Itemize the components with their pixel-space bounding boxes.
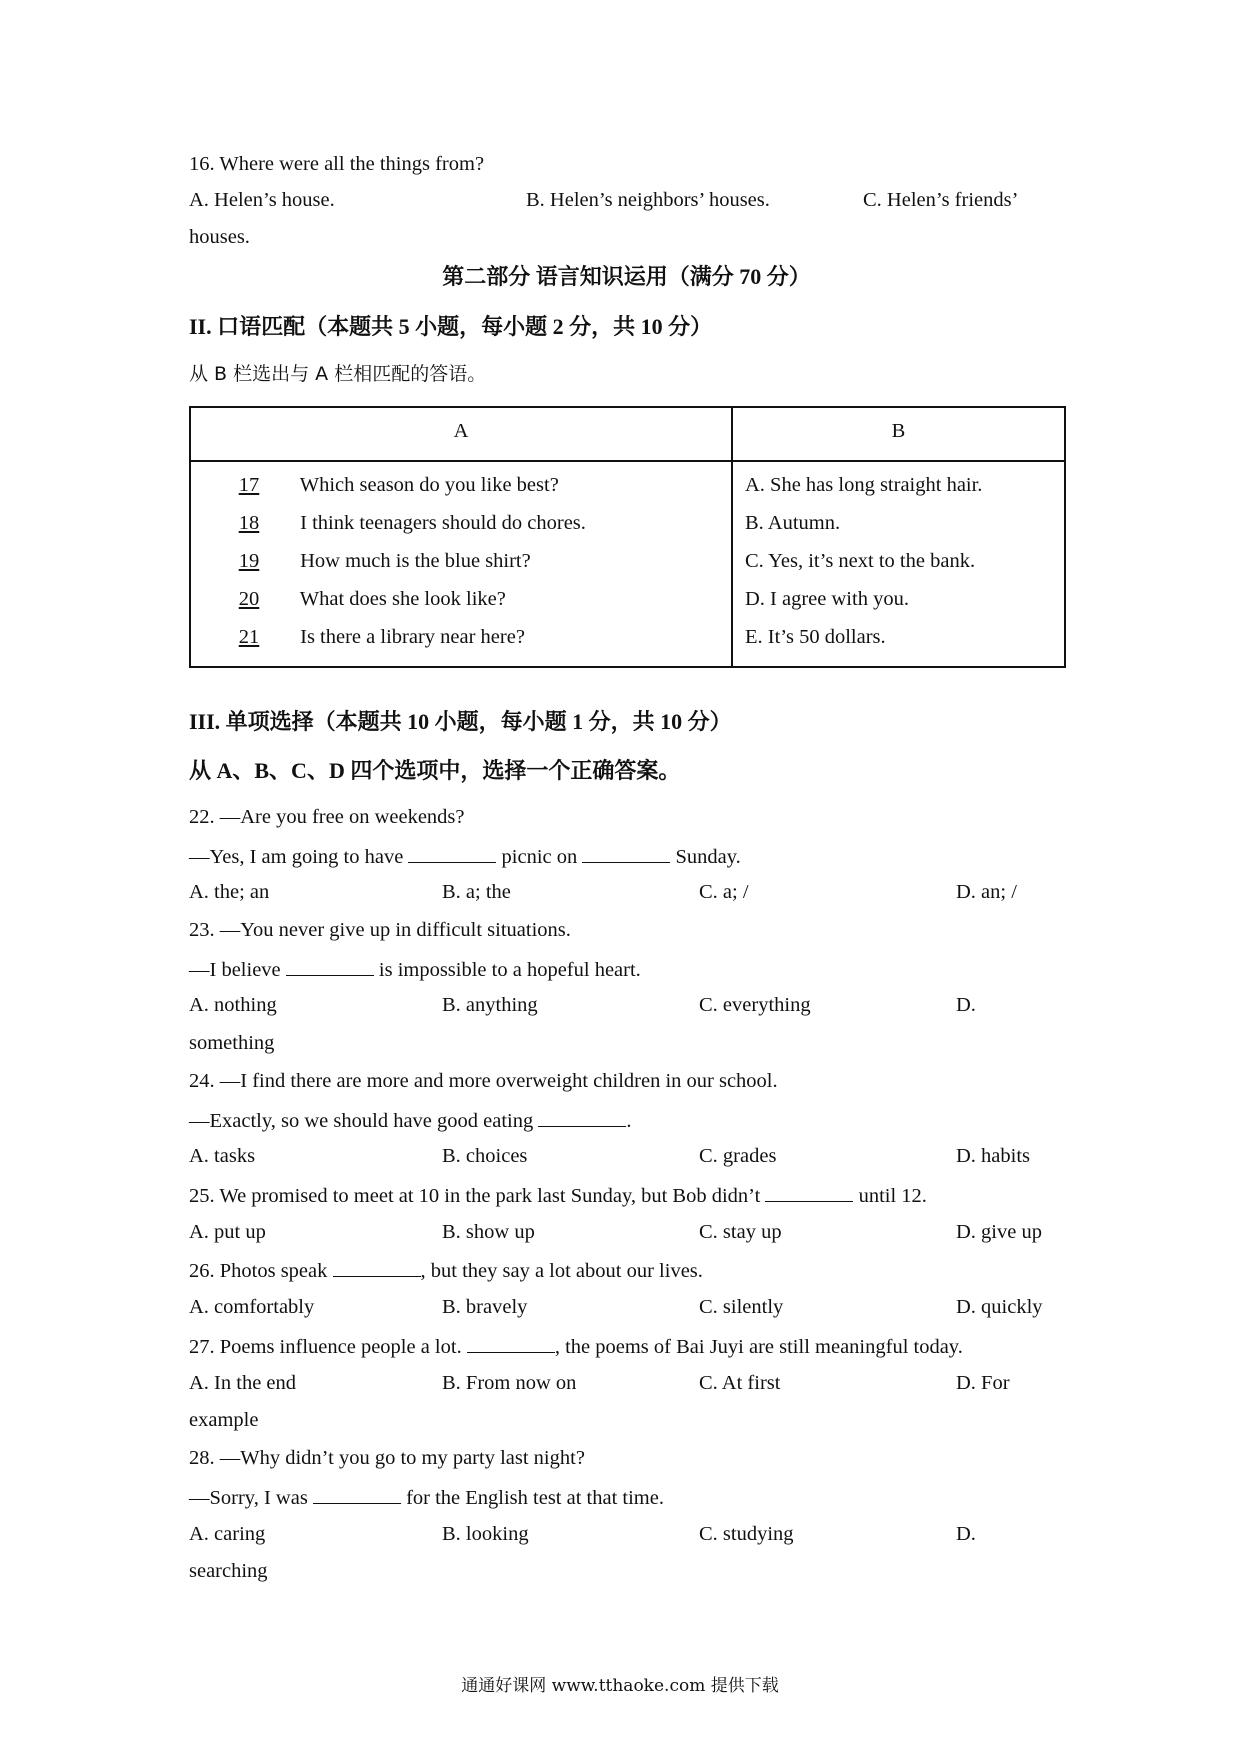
q27-blank[interactable] — [467, 1332, 555, 1353]
q27-option-c[interactable]: C. At first — [699, 1372, 781, 1394]
q22-option-c[interactable]: C. a; / — [699, 881, 749, 903]
q23-options — [189, 992, 1064, 1018]
matching-question-text: What does she look like? — [299, 588, 506, 610]
matching-question-text: How much is the blue shirt? — [300, 550, 531, 572]
q22-text-part: picnic on — [496, 846, 583, 868]
q28-option-b[interactable]: B. looking — [442, 1523, 529, 1545]
q24-options — [189, 1143, 1064, 1169]
matching-question-text: Which season do you like best? — [299, 474, 559, 496]
section-three-title: III. 单项选择（本题共 10 小题，每小题 1 分，共 10 分） — [189, 709, 732, 734]
q23-option-d-wrap: something — [189, 1032, 275, 1054]
q28-option-d[interactable]: D. — [956, 1523, 976, 1545]
q25-text-part: until 12. — [853, 1185, 927, 1207]
q27-options — [189, 1370, 1064, 1396]
page-footer: 通通好课网 www.tthaoke.com 提供下载 — [461, 1676, 779, 1696]
q24-stem: 24. —I find there are more and more overweight children in our school. — [189, 1070, 778, 1092]
q25-option-c[interactable]: C. stay up — [699, 1221, 782, 1243]
q23-option-c[interactable]: C. everything — [699, 994, 811, 1016]
q26-text-part: , but they say a lot about our lives. — [420, 1260, 703, 1282]
q24-option-d[interactable]: D. habits — [956, 1145, 1031, 1167]
q27-stem — [189, 1332, 963, 1360]
q25-option-b[interactable]: B. show up — [442, 1221, 535, 1243]
q26-option-c[interactable]: C. silently — [699, 1296, 784, 1318]
q24-blank[interactable] — [538, 1106, 626, 1127]
q25-options — [189, 1219, 1064, 1245]
matching-answer-e: E. It’s 50 dollars. — [745, 626, 886, 648]
answer-blank-20[interactable]: 20 — [238, 588, 260, 610]
q22-text-part: Sunday. — [670, 846, 741, 868]
q16-option-b: B. Helen’s neighbors’ houses. — [526, 189, 770, 211]
answer-blank-18[interactable]: 18 — [238, 512, 260, 534]
matching-answer-c: C. Yes, it’s next to the bank. — [745, 550, 976, 572]
matching-item-18 — [203, 504, 731, 542]
section-two-instruction: 从 B 栏选出与 A 栏相匹配的答语。 — [189, 363, 487, 385]
q26-text-part: 26. Photos speak — [189, 1260, 333, 1282]
answer-blank-21[interactable]: 21 — [238, 626, 260, 648]
matching-answer-b: B. Autumn. — [745, 512, 841, 534]
q22-option-b[interactable]: B. a; the — [442, 881, 511, 903]
q23-option-b[interactable]: B. anything — [442, 994, 538, 1016]
section-three-instruction: 从 A、B、C、D 四个选项中，选择一个正确答案。 — [189, 758, 681, 783]
q28-text-part: —Sorry, I was — [189, 1487, 313, 1509]
q28-blank[interactable] — [313, 1483, 401, 1504]
matching-question-text: Is there a library near here? — [300, 626, 525, 648]
q28-options — [189, 1521, 1064, 1547]
column-b-cell — [732, 461, 1065, 667]
matching-item-20 — [203, 580, 731, 618]
q22-options — [189, 879, 1064, 905]
q25-option-d[interactable]: D. give up — [956, 1221, 1042, 1243]
q23-text-part: is impossible to a hopeful heart. — [373, 959, 641, 981]
q24-option-a[interactable]: A. tasks — [189, 1145, 256, 1167]
q23-text-part: —I believe — [189, 959, 286, 981]
q27-option-d[interactable]: D. For — [956, 1372, 1010, 1394]
q28-text-part: for the English test at that time. — [400, 1487, 664, 1509]
column-b-header: B — [732, 407, 1065, 461]
section-two-title: II. 口语匹配（本题共 5 小题，每小题 2 分，共 10 分） — [189, 314, 713, 339]
q25-text-part: 25. We promised to meet at 10 in the park last Sunday, but Bob didn’t — [189, 1185, 766, 1207]
q16-stem: 16. Where were all the things from? — [189, 153, 485, 175]
q23-option-d[interactable]: D. — [956, 994, 976, 1016]
q28-response — [189, 1483, 664, 1511]
q16-option-a: A. Helen’s house. — [189, 189, 335, 211]
q16-option-c: C. Helen’s friends’ — [863, 189, 1019, 211]
q28-option-a[interactable]: A. caring — [189, 1523, 266, 1545]
q25-option-a[interactable]: A. put up — [189, 1221, 266, 1243]
q22-text-part: —Yes, I am going to have — [189, 846, 409, 868]
matching-item-21 — [203, 618, 731, 656]
q25-blank[interactable] — [765, 1181, 853, 1202]
q26-option-b[interactable]: B. bravely — [442, 1296, 528, 1318]
matching-item-17 — [203, 466, 731, 504]
column-a-cell — [190, 461, 732, 667]
q16-option-c-wrap: houses. — [189, 226, 250, 248]
q26-blank[interactable] — [333, 1256, 421, 1277]
q24-text-part: . — [626, 1110, 632, 1132]
q27-option-b[interactable]: B. From now on — [442, 1372, 577, 1394]
q24-option-c[interactable]: C. grades — [699, 1145, 777, 1167]
q22-stem: 22. —Are you free on weekends? — [189, 806, 465, 828]
q22-blank-2[interactable] — [582, 842, 670, 863]
q22-response — [189, 842, 741, 870]
q23-stem: 23. —You never give up in difficult situations. — [189, 919, 571, 941]
q28-option-d-wrap: searching — [189, 1560, 268, 1582]
matching-answer-a: A. She has long straight hair. — [745, 474, 983, 496]
q22-blank-1[interactable] — [408, 842, 496, 863]
q23-option-a[interactable]: A. nothing — [189, 994, 277, 1016]
q28-stem: 28. —Why didn’t you go to my party last night? — [189, 1447, 585, 1469]
q22-option-d[interactable]: D. an; / — [956, 881, 1017, 903]
q24-text-part: —Exactly, so we should have good eating — [189, 1110, 539, 1132]
matching-question-text: I think teenagers should do chores. — [300, 512, 586, 534]
q27-option-d-wrap: example — [189, 1409, 259, 1431]
q24-option-b[interactable]: B. choices — [442, 1145, 528, 1167]
matching-answer-d: D. I agree with you. — [745, 588, 909, 610]
matching-item-19 — [203, 542, 731, 580]
matching-table — [189, 406, 1066, 668]
q27-text-part: 27. Poems influence people a lot. — [189, 1336, 467, 1358]
q27-text-part: , the poems of Bai Juyi are still meaningful today. — [554, 1336, 963, 1358]
q23-blank[interactable] — [286, 955, 374, 976]
q25-stem — [189, 1181, 927, 1209]
q26-option-d[interactable]: D. quickly — [956, 1296, 1043, 1318]
q22-option-a[interactable]: A. the; an — [189, 881, 270, 903]
q28-option-c[interactable]: C. studying — [699, 1523, 794, 1545]
answer-blank-19[interactable]: 19 — [238, 550, 260, 572]
q23-response — [189, 955, 641, 983]
answer-blank-17[interactable]: 17 — [238, 474, 260, 496]
column-a-header: A — [190, 407, 732, 461]
q16-options — [189, 187, 1064, 213]
q26-option-a[interactable]: A. comfortably — [189, 1296, 315, 1318]
q27-option-a[interactable]: A. In the end — [189, 1372, 297, 1394]
q26-stem — [189, 1256, 703, 1284]
part-two-title: 第二部分 语言知识运用（满分 70 分） — [442, 264, 811, 289]
q26-options — [189, 1294, 1064, 1320]
q24-response — [189, 1106, 632, 1134]
